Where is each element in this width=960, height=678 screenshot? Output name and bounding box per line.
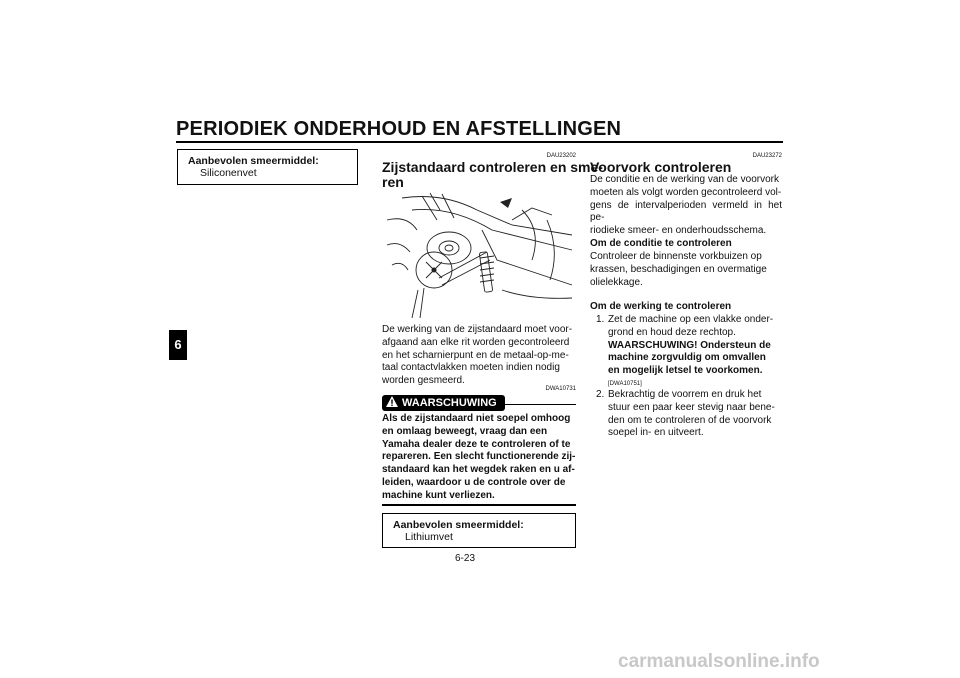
lubricant-box-left: [177, 149, 358, 185]
sidestand-paragraph: [382, 324, 576, 388]
warning-code: DWA10731: [545, 386, 576, 392]
paragraph-line: en het scharnierpunt en de metaal-op-me-: [382, 349, 569, 361]
section-title: Voorvork controleren: [590, 159, 732, 175]
step-number: 1.: [596, 314, 605, 325]
section-code: DAU23202: [546, 153, 576, 159]
lubricant-label: Aanbevolen smeermiddel:: [188, 155, 319, 167]
paragraph-line: worden gesmeerd.: [382, 375, 465, 387]
paragraph-line: afgaand aan elke rit worden gecontroleerd: [382, 336, 570, 348]
condition-text: [590, 251, 782, 289]
watermark: carmanualsonline.info: [618, 651, 820, 672]
paragraph-line: De conditie en de werking van de voorvork: [590, 174, 779, 185]
step-warning-line: machine zorgvuldig om omvallen: [608, 352, 766, 364]
header-rule: [176, 141, 783, 143]
warning-badge: [382, 395, 505, 411]
section-title-line1: Zijstandaard controleren en sme-: [382, 159, 603, 175]
step-2: [596, 389, 782, 440]
step-number: 2.: [596, 389, 605, 400]
step-warning-line: WAARSCHUWING! Ondersteun de: [608, 339, 771, 351]
paragraph-line: taal contactvlakken moeten indien nodig: [382, 362, 560, 374]
subheading-condition: Om de conditie te controleren: [590, 238, 732, 249]
page-number: 6-23: [455, 553, 476, 564]
paragraph-line: riodieke smeer- en onderhoudsschema.: [590, 225, 767, 237]
step-1: [596, 314, 782, 378]
section-title-line2: ren: [382, 174, 404, 190]
step-line: stuur een paar keer stevig naar bene-: [608, 401, 775, 413]
lubricant-label: Aanbevolen smeermiddel:: [393, 519, 524, 531]
warning-line: leiden, waardoor u de controle over de: [382, 476, 566, 488]
warning-line: Als de zijstandaard niet soepel omhoog: [382, 413, 571, 424]
paragraph-line: moeten als volgt worden gecontroleerd vol-: [590, 186, 782, 198]
sidestand-illustration: [382, 190, 576, 318]
warning-line: machine kunt verliezen.: [382, 489, 495, 501]
paragraph-line: De werking van de zijstandaard moet voor-: [382, 324, 573, 335]
warning-line: repareren. Een slecht functionerende zij-: [382, 451, 576, 463]
warning-triangle-icon: [386, 396, 398, 407]
warning-line: standaard kan het wegdek raken en u af-: [382, 464, 575, 476]
paragraph-line: olielekkage.: [590, 276, 643, 288]
warning-line: Yamaha dealer deze te controleren of te: [382, 438, 571, 450]
section-code: DAU23272: [752, 153, 782, 159]
step-line: den om te controleren of de voorvork: [608, 414, 772, 426]
lubricant-value: Siliconenvet: [200, 167, 257, 179]
warning-text: [382, 413, 576, 503]
page-title: PERIODIEK ONDERHOUD EN AFSTELLINGEN: [176, 118, 622, 140]
warning-label: WAARSCHUWING: [402, 397, 497, 409]
chapter-tab: 6: [169, 330, 187, 360]
lubricant-box-middle: [382, 513, 576, 548]
lubricant-value: Lithiumvet: [405, 531, 453, 543]
warning-line: en omlaag beweegt, vraag dan een: [382, 425, 548, 437]
paragraph-line: gens de intervalperioden vermeld in het pe-: [590, 199, 782, 224]
step-code: [DWA10751]: [608, 381, 642, 387]
step-line: grond en houd deze rechtop.: [608, 326, 736, 338]
step-line: Zet de machine op een vlakke onder-: [608, 314, 774, 325]
paragraph-line: krassen, beschadigingen en overmatige: [590, 263, 767, 275]
paragraph-line: Controleer de binnenste vorkbuizen op: [590, 251, 762, 262]
warning-bottom-rule: [382, 504, 576, 506]
step-warning-line: en mogelijk letsel te voorkomen.: [608, 365, 763, 377]
step-line: Bekrachtig de voorrem en druk het: [608, 389, 762, 400]
fork-intro: [590, 174, 782, 238]
subheading-operation: Om de werking te controleren: [590, 301, 732, 312]
step-line: soepel in- en uitveert.: [608, 427, 704, 439]
